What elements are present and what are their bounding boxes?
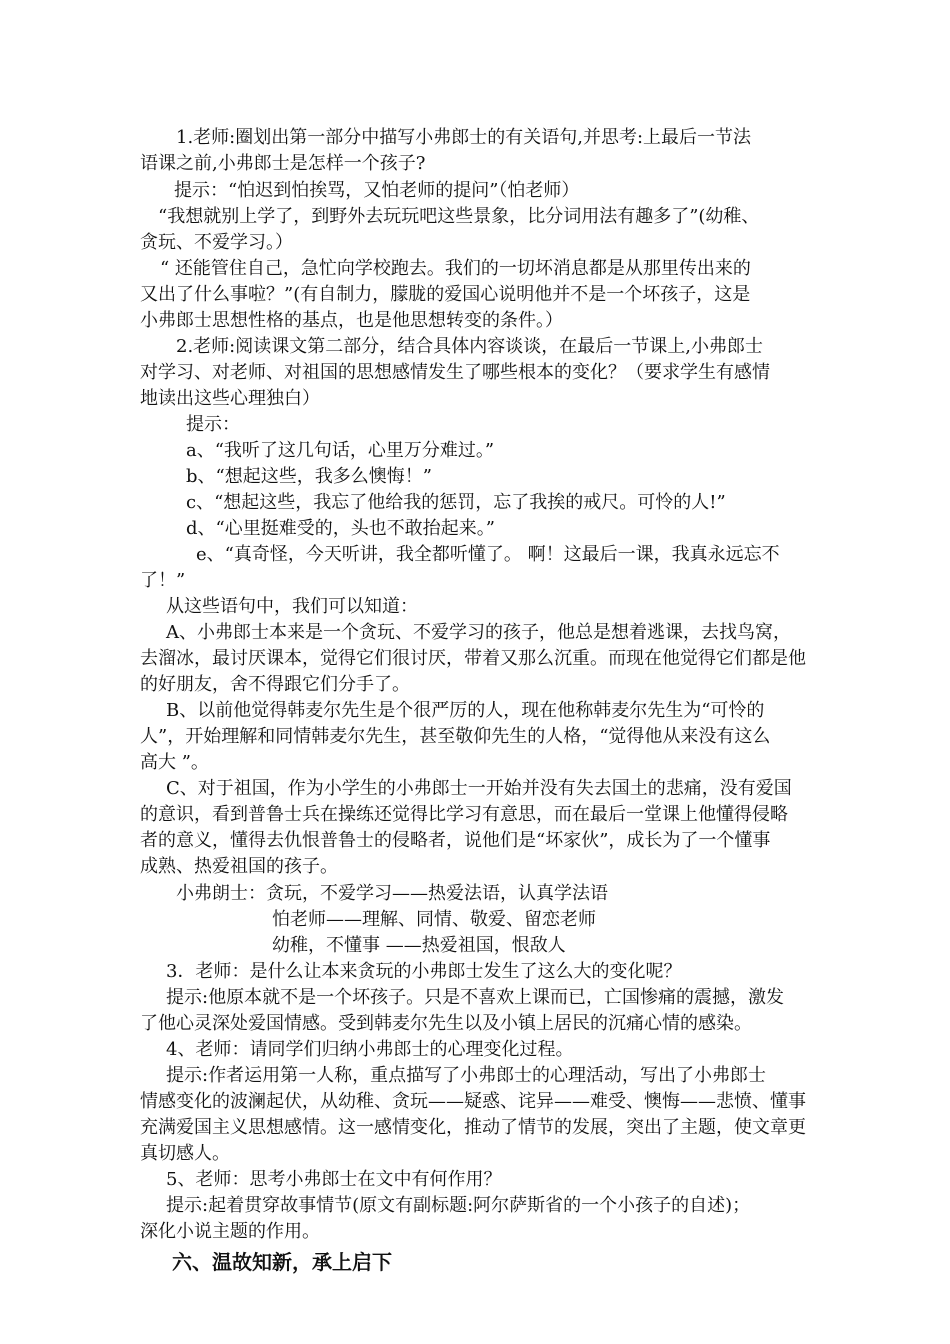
text-line: 高大 ”。 xyxy=(140,752,209,773)
text-line: B、以前他觉得韩麦尔先生是个很严厉的人，现在他称韩麦尔先生为“可怜的 xyxy=(166,700,765,721)
text-line: 1.老师:圈划出第一部分中描写小弗郎士的有关语句,并思考:上最后一节法 xyxy=(176,127,752,148)
text-line: 对学习、对老师、对祖国的思想感情发生了哪些根本的变化？（要求学生有感情 xyxy=(140,362,770,383)
text-line: 提示： xyxy=(186,414,240,435)
text-line: c、“想起这些，我忘了他给我的惩罚，忘了我挨的戒尺。可怜的人!” xyxy=(186,492,726,513)
text-line: 从这些语句中，我们可以知道： xyxy=(166,596,418,617)
text-line: a、“我听了这几句话，心里万分难过。” xyxy=(186,440,495,461)
text-line: 提示:起着贯穿故事情节(原文有副标题:阿尔萨斯省的一个小孩子的自述)； xyxy=(166,1195,751,1216)
text-line: 语课之前,小弗郎士是怎样一个孩子? xyxy=(140,153,426,174)
text-line: 又出了什么事啦？”(有自制力，朦胧的爱国心说明他并不是一个坏孩子，这是 xyxy=(140,284,751,305)
text-line: 提示：“怕迟到怕挨骂，又怕老师的提问”（怕老师） xyxy=(174,180,580,201)
text-line: 去溜冰，最讨厌课本，觉得它们很讨厌，带着又那么沉重。而现在他觉得它们都是他 xyxy=(140,648,806,669)
text-line: 真切感人。 xyxy=(140,1143,230,1164)
text-line: 充满爱国主义思想感情。这一感情变化，推动了情节的发展，突出了主题，使文章更 xyxy=(140,1117,806,1138)
text-line: 贪玩、不爱学习。） xyxy=(140,232,293,253)
text-line: 情感变化的波澜起伏，从幼稚、贪玩——疑惑、诧异——难受、懊悔——悲愤、懂事 xyxy=(140,1091,806,1112)
text-line: 怕老师——理解、同情、敬爱、留恋老师 xyxy=(272,909,596,930)
text-line: 的好朋友，舍不得跟它们分手了。 xyxy=(140,674,410,695)
text-line: 了！” xyxy=(140,570,186,591)
text-line: 3．老师：是什么让本来贪玩的小弗郎士发生了这么大的变化呢？ xyxy=(166,961,682,982)
text-line: d、“心里挺难受的，头也不敢抬起来。” xyxy=(186,518,495,539)
text-line: b、“想起这些，我多么懊悔！” xyxy=(186,466,432,487)
text-line: 的意识，看到普鲁士兵在操练还觉得比学习有意思，而在最后一堂课上他懂得侵略 xyxy=(140,804,788,825)
text-line: 提示:作者运用第一人称，重点描写了小弗郎士的心理活动，写出了小弗郎士 xyxy=(166,1065,767,1086)
text-line: 地读出这些心理独白） xyxy=(140,388,320,409)
text-line: 4、老师：请同学们归纳小弗郎士的心理变化过程。 xyxy=(166,1039,574,1060)
text-line: 小弗朗士：贪玩，不爱学习——热爱法语，认真学法语 xyxy=(176,883,608,904)
text-line: e、“真奇怪，今天听讲，我全都听懂了。 啊！这最后一课，我真永远忘不 xyxy=(196,544,780,565)
text-line: 人”，开始理解和同情韩麦尔先生，甚至敬仰先生的人格，“觉得他从来没有这么 xyxy=(140,726,771,747)
text-line: 深化小说主题的作用。 xyxy=(140,1221,320,1242)
text-line: 提示:他原本就不是一个坏孩子。只是不喜欢上课而已，亡国惨痛的震撼，激发 xyxy=(166,987,785,1008)
text-line: 成熟、热爱祖国的孩子。 xyxy=(140,856,338,877)
section-heading: 六、温故知新，承上启下 xyxy=(172,1250,392,1274)
text-line: 2.老师:阅读课文第二部分，结合具体内容谈谈，在最后一节课上,小弗郎士 xyxy=(176,336,763,357)
text-line: 5、老师：思考小弗郎士在文中有何作用？ xyxy=(166,1169,502,1190)
text-line: 小弗郎士思想性格的基点，也是他思想转变的条件。） xyxy=(140,310,563,331)
text-line: 幼稚，不懂事 ——热爱祖国，恨敌人 xyxy=(272,935,566,956)
text-line: “ 还能管住自己，急忙向学校跑去。我们的一切坏消息都是从那里传出来的 xyxy=(160,258,751,279)
text-line: 者的意义，懂得去仇恨普鲁士的侵略者，说他们是“坏家伙”，成长为了一个懂事 xyxy=(140,830,771,851)
text-line: “我想就别上学了，到野外去玩玩吧这些景象，比分词用法有趣多了”(幼稚、 xyxy=(158,206,760,227)
text-line: 了他心灵深处爱国情感。受到韩麦尔先生以及小镇上居民的沉痛心情的感染。 xyxy=(140,1013,752,1034)
text-line: C、对于祖国，作为小学生的小弗郎士一开始并没有失去国土的悲痛，没有爱国 xyxy=(166,778,792,799)
text-line: A、小弗郎士本来是一个贪玩、不爱学习的孩子，他总是想着逃课，去找鸟窝， xyxy=(166,622,791,643)
